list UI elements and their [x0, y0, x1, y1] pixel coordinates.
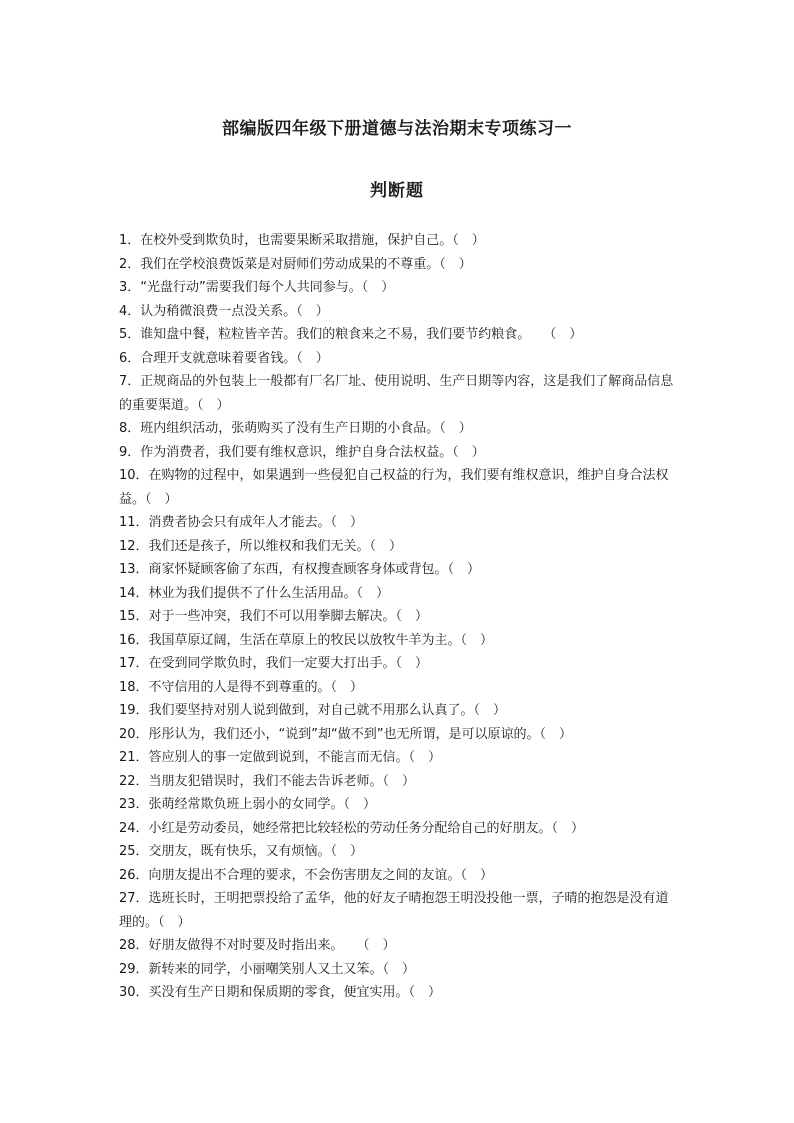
question-item: 28．好朋友做得不对时要及时指出来。 （ ） [119, 938, 396, 953]
question-item: 6．合理开支就意味着要省钱。（ ） [119, 350, 329, 366]
question-item: 17．在受到同学欺负时，我们一定要大打出手。（ ） [119, 656, 429, 671]
question-item: 13．商家怀疑顾客偷了东西，有权搜查顾客身体或背包。（ ） [119, 562, 481, 577]
question-item: 23．张萌经常欺负班上弱小的女同学。（ ） [119, 797, 377, 812]
question-item: 24．小红是劳动委员，她经常把比较轻松的劳动任务分配给自己的好朋友。（ ） [119, 820, 585, 836]
question-item: 10．在购物的过程中，如果遇到一些侵犯自己权益的行为，我们要有维权意识，维护自身合法权益。（ ） [119, 468, 669, 507]
question-item: 20．彤彤认为，我们还小，“说到”却“做不到”也无所谓，是可以原谅的。（ ） [119, 726, 572, 742]
page-title: 部编版四年级下册道德与法治期末专项练习一 [222, 119, 572, 139]
question-item: 26．向朋友提出不合理的要求，不会伤害朋友之间的友谊。（ ） [119, 867, 494, 883]
question-item: 22．当朋友犯错误时，我们不能去告诉老师。（ ） [119, 773, 416, 789]
question-item: 2．我们在学校浪费饭菜是对厨师们劳动成果的不尊重。（ ） [119, 256, 472, 272]
question-item: 5．谁知盘中餐，粒粒皆辛苦。我们的粮食来之不易，我们要节约粮食。 （ ） [119, 327, 583, 342]
section-title: 判断题 [370, 181, 424, 201]
question-item: 14．林业为我们提供不了什么生活用品。（ ） [119, 585, 390, 601]
question-item: 12．我们还是孩子，所以维权和我们无关。（ ） [119, 538, 403, 554]
question-item: 9．作为消费者，我们要有维权意识，维护自身合法权益。（ ） [119, 444, 485, 460]
question-item: 1．在校外受到欺负时，也需要果断采取措施，保护自己。（ ） [119, 233, 485, 248]
question-item: 11．消费者协会只有成年人才能去。（ ） [119, 515, 364, 530]
question-item: 7．正规商品的外包装上一般都有厂名厂址、使用说明、生产日期等内容，这是我们了解商品信息的重要渠道。（ ） [119, 374, 674, 413]
question-item: 3．“光盘行动”需要我们每个人共同参与。（ ） [119, 280, 395, 295]
question-item: 29．新转来的同学，小丽嘲笑别人又土又笨。（ ） [119, 961, 416, 977]
question-item: 15．对于一些冲突，我们不可以用拳脚去解决。（ ） [119, 609, 429, 624]
question-item: 8．班内组织活动，张萌购买了没有生产日期的小食品。（ ） [119, 421, 472, 436]
question-item: 25．交朋友，既有快乐，又有烦恼。（ ） [119, 844, 364, 859]
question-item: 27．选班长时，王明把票投给了孟华，他的好友子晴抱怨王明没投他一票，子晴的抱怨是没有道理的。（ ） [119, 891, 669, 930]
question-item: 19．我们要坚持对别人说到做到，对自己就不用那么认真了。（ ） [119, 703, 507, 718]
question-item: 18．不守信用的人是得不到尊重的。（ ） [119, 679, 364, 695]
question-item: 4．认为稍微浪费一点没关系。（ ） [119, 303, 329, 319]
question-list [119, 229, 679, 1005]
question-item: 30．买没有生产日期和保质期的零食，便宜实用。（ ） [119, 985, 442, 1000]
question-item: 16．我国草原辽阔，生活在草原上的牧民以放牧牛羊为主。（ ） [119, 632, 494, 648]
question-item: 21．答应别人的事一定做到说到，不能言而无信。（ ） [119, 750, 442, 765]
